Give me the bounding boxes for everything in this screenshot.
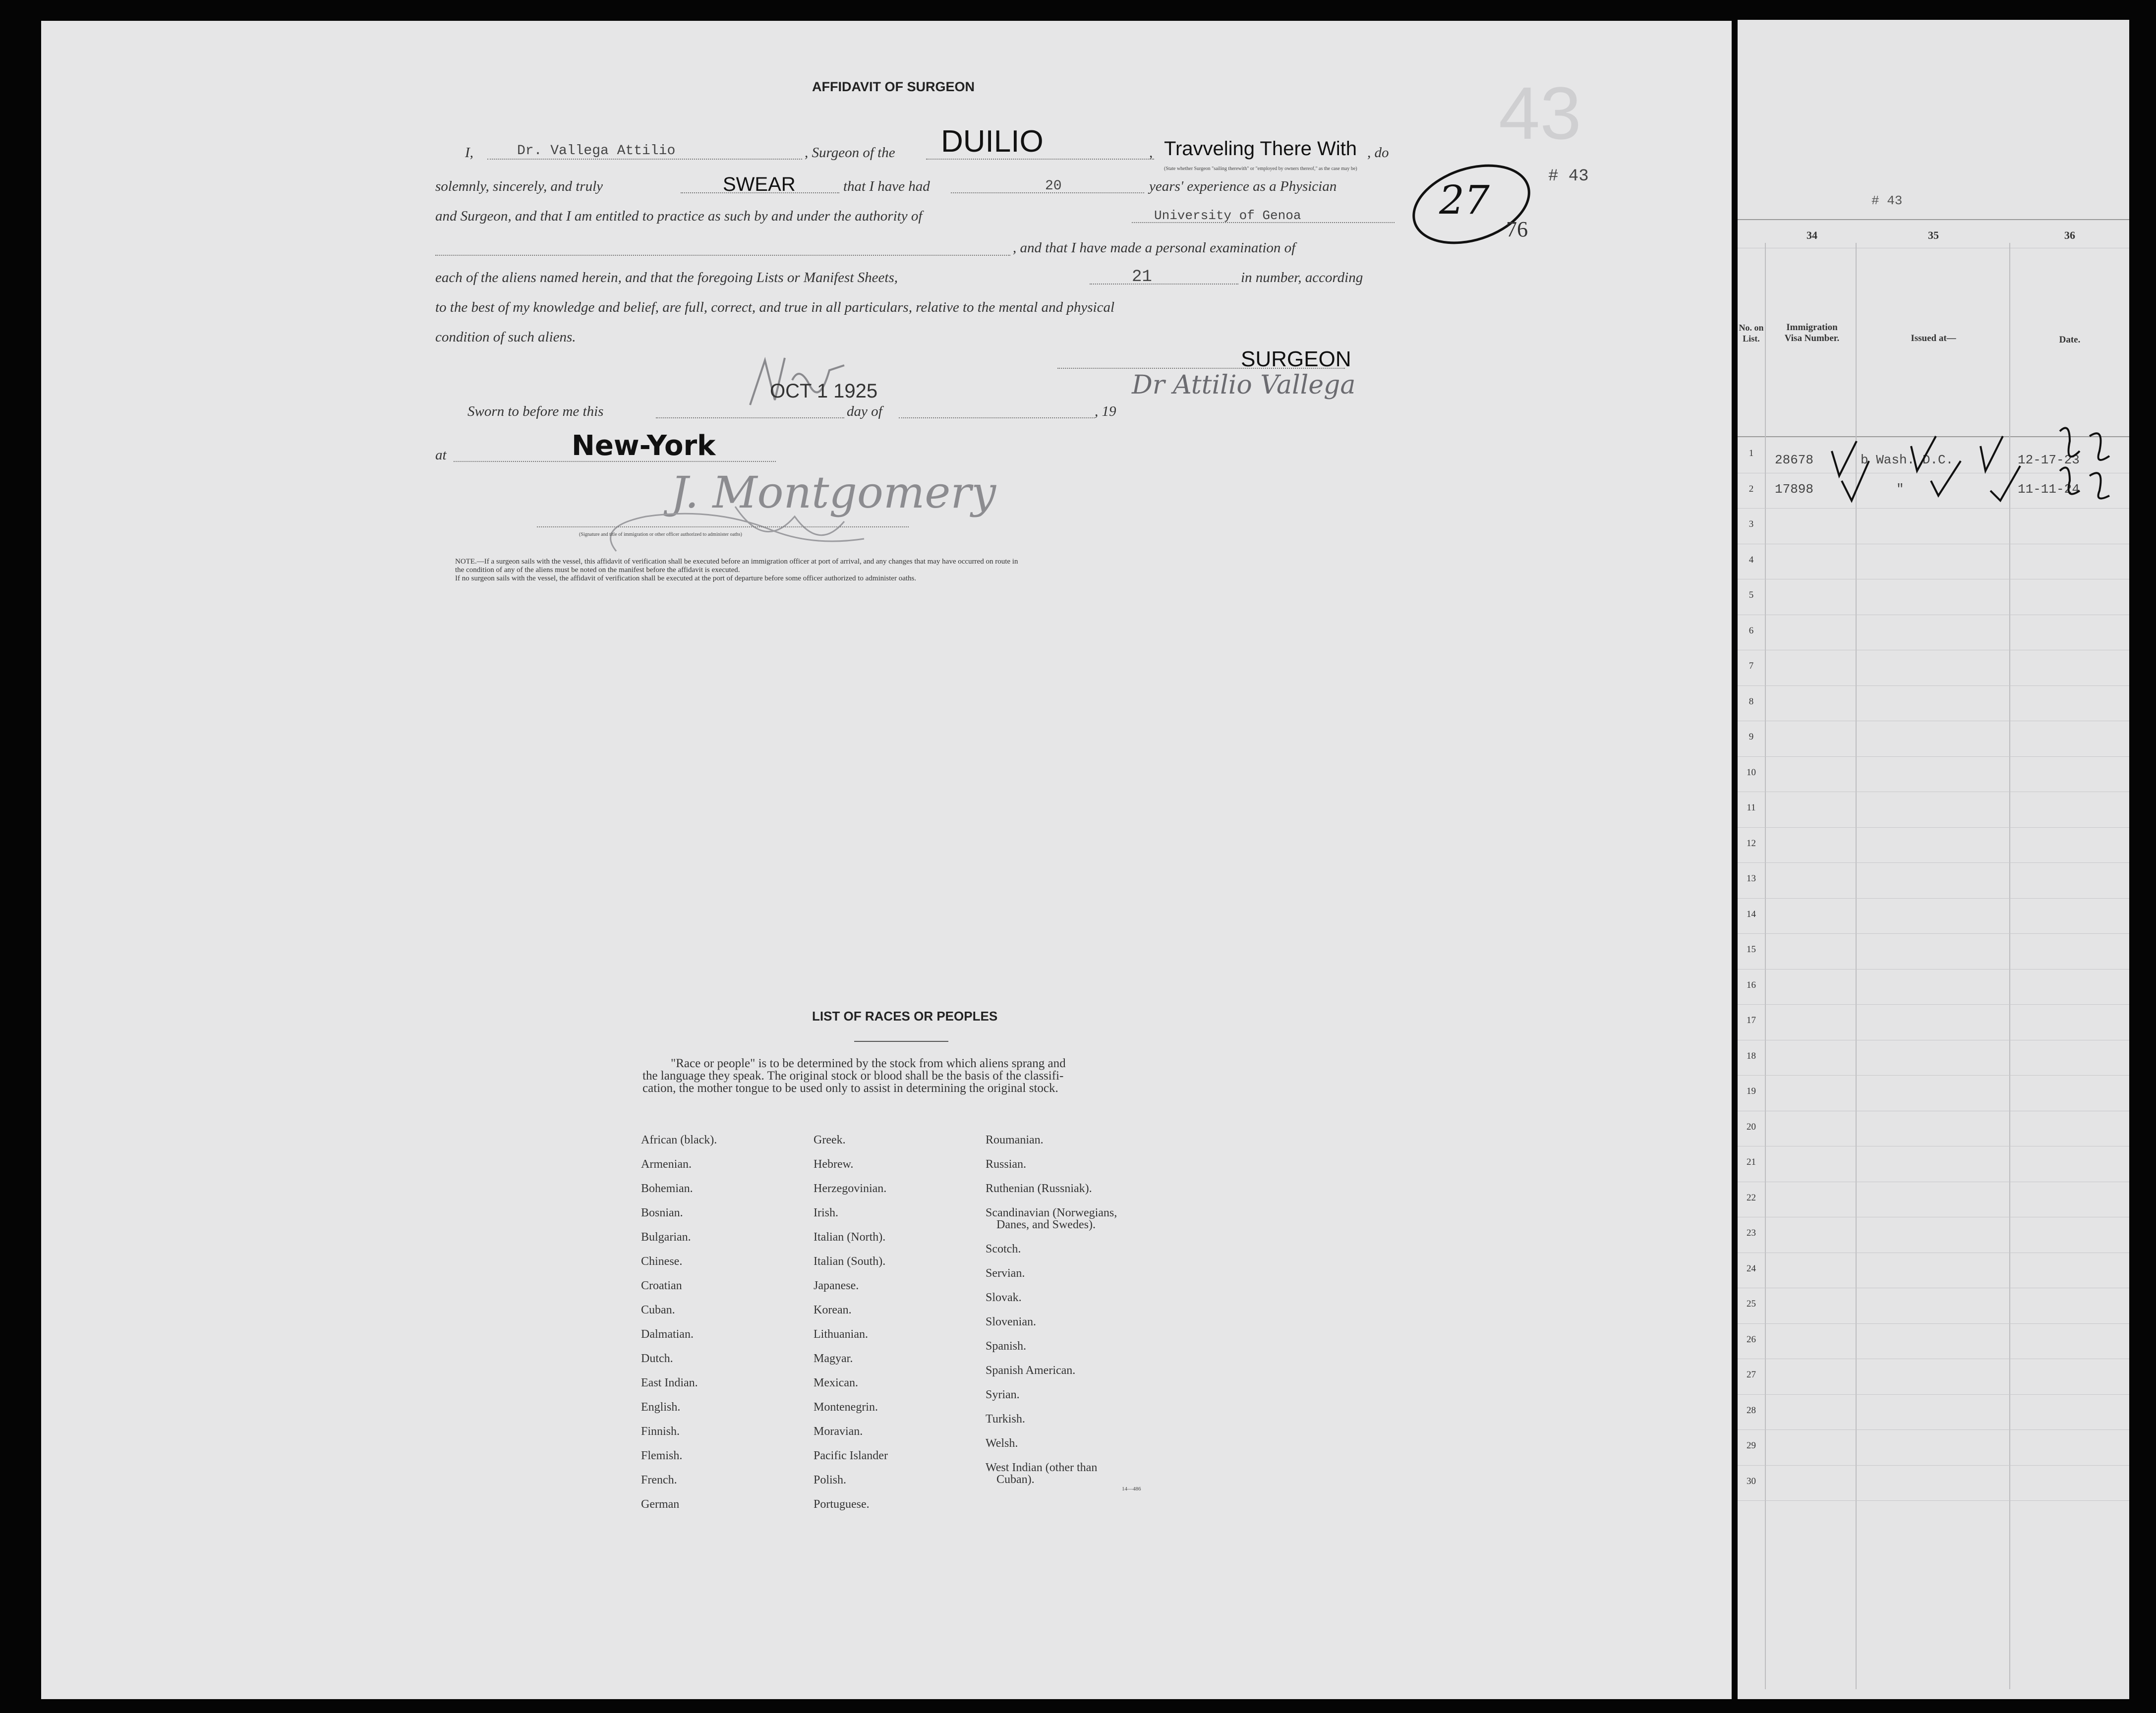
- race-item: English.: [641, 1401, 681, 1414]
- race-item: Turkish.: [986, 1413, 1025, 1426]
- race-item: Spanish.: [986, 1340, 1027, 1353]
- line6: to the best of my knowledge and belief, are full, correct, and true in all particulars, relative to the mental and physical: [435, 299, 1115, 315]
- col-number-34: 34: [1806, 229, 1817, 241]
- race-item: Italian (South).: [814, 1255, 886, 1268]
- row-number: 10: [1747, 767, 1756, 778]
- line2-middle: that I have had: [843, 178, 930, 194]
- header-issued-at: Issued at—: [1911, 333, 1956, 343]
- table-row-rule: [1738, 756, 2129, 757]
- line2-suffix: years' experience as a Physician: [1149, 178, 1337, 194]
- race-item: Cuban.: [641, 1304, 675, 1316]
- race-item: Chinese.: [641, 1255, 683, 1268]
- line1-surgeon-of: , Surgeon of the: [805, 145, 895, 161]
- race-item: Cuban).: [996, 1473, 1035, 1486]
- faint-number: 43: [1499, 71, 1581, 155]
- circled-number: 27: [1439, 177, 1490, 223]
- race-item: Slovenian.: [986, 1315, 1036, 1328]
- sworn-prefix: Sworn to before me this: [467, 403, 604, 419]
- authority: University of Genoa: [1154, 208, 1301, 223]
- issued-at-row-1: b Wash. D.C.: [1861, 453, 1954, 467]
- race-item: Italian (North).: [814, 1231, 886, 1244]
- line1-suffix: , do: [1367, 145, 1389, 161]
- races-intro-2: the language they speak. The original stock or blood shall be the basis of the classifi-: [642, 1069, 1064, 1083]
- row-number: 21: [1747, 1157, 1756, 1167]
- race-item: Pacific Islander: [814, 1449, 888, 1462]
- race-item: Spanish American.: [986, 1364, 1076, 1377]
- table-row-rule: [1738, 1394, 2129, 1395]
- surgeon-title-stamp: SURGEON: [1241, 347, 1351, 371]
- race-item: Irish.: [814, 1206, 838, 1219]
- date-row-1: 12-17-23: [2018, 453, 2080, 467]
- race-item: Welsh.: [986, 1437, 1018, 1450]
- row-number: 13: [1747, 873, 1756, 884]
- manifest-table-page: [1738, 20, 2129, 1699]
- row-number: 18: [1747, 1050, 1756, 1061]
- race-item: Hebrew.: [814, 1158, 854, 1171]
- race-item: Bulgarian.: [641, 1231, 691, 1244]
- race-item: French.: [641, 1474, 677, 1486]
- row-number: 27: [1747, 1370, 1756, 1380]
- table-row-rule: [1738, 1465, 2129, 1466]
- table-row-rule: [1738, 969, 2129, 970]
- races-col3: [986, 1134, 1117, 1485]
- year-prefix: , 19: [1095, 403, 1116, 419]
- affidavit-heading: AFFIDAVIT OF SURGEON: [812, 79, 975, 94]
- table-row-rule: [1738, 685, 2129, 686]
- race-item: Korean.: [814, 1304, 852, 1316]
- race-item: Ruthenian (Russniak).: [986, 1182, 1092, 1195]
- dotted-line: [1090, 284, 1238, 285]
- race-item: Portuguese.: [814, 1498, 870, 1511]
- dotted-line: [899, 417, 1095, 418]
- race-item: Bosnian.: [641, 1206, 683, 1219]
- line4: , and that I have made a personal examination of: [1013, 240, 1296, 256]
- row-number: 5: [1748, 590, 1754, 600]
- row-number: 2: [1748, 483, 1754, 494]
- table-row-rule: [1738, 1004, 2129, 1005]
- race-item: Finnish.: [641, 1425, 680, 1438]
- race-item: Herzegovinian.: [814, 1182, 887, 1195]
- oath-word: SWEAR: [723, 173, 796, 195]
- race-item: Armenian.: [641, 1158, 692, 1171]
- row-number: 8: [1748, 696, 1754, 707]
- table-row-rule: [1738, 862, 2129, 863]
- number-76: 76: [1506, 217, 1528, 241]
- header-visa-number: Immigration Visa Number.: [1784, 322, 1840, 343]
- race-item: Scotch.: [986, 1243, 1021, 1256]
- races-intro-1: "Race or people" is to be determined by the stock from which aliens sprang and: [671, 1057, 1066, 1070]
- race-item: Polish.: [814, 1474, 847, 1486]
- race-item: Magyar.: [814, 1352, 853, 1365]
- race-item: West Indian (other than: [986, 1461, 1098, 1474]
- years-experience: 20: [1045, 178, 1062, 194]
- race-item: Syrian.: [986, 1388, 1020, 1401]
- issued-at-row-2: ": [1896, 482, 1904, 497]
- row-number: 11: [1747, 802, 1756, 813]
- line5-suffix: in number, according: [1241, 270, 1363, 286]
- row-number: 29: [1747, 1440, 1756, 1451]
- race-item: Flemish.: [641, 1449, 683, 1462]
- race-item: Bohemian.: [641, 1182, 693, 1195]
- note-line1: NOTE.—If a surgeon sails with the vessel, this affidavit of verification shall be executed before an immigration officer at port of arrival, and any changes that may have occurred on route in: [455, 558, 1018, 566]
- races-intro-3: cation, the mother tongue to be used only to assist in determining the original stock.: [642, 1082, 1058, 1095]
- race-item: East Indian.: [641, 1376, 698, 1389]
- table-row-rule: [1738, 933, 2129, 934]
- row-number: 19: [1747, 1086, 1756, 1096]
- table-row-rule: [1738, 1323, 2129, 1324]
- dotted-line: [435, 255, 1010, 256]
- surgeon-status: Travveling There With: [1164, 138, 1357, 160]
- list-number-annotation: # 43: [1548, 167, 1589, 186]
- race-item: Moravian.: [814, 1425, 863, 1438]
- row-number: 7: [1748, 661, 1754, 671]
- dotted-line: [487, 159, 802, 160]
- table-row-rule: [1738, 1429, 2129, 1430]
- race-item: Slovak.: [986, 1291, 1022, 1304]
- row-number: 6: [1748, 625, 1754, 636]
- officer-caption: (Signature and title of immigration or other officer authorized to administer oaths): [579, 532, 742, 537]
- note-line2: the condition of any of the aliens must be noted on the manifest before the affidavit is executed.: [455, 566, 740, 574]
- vessel-name: DUILIO: [941, 124, 1044, 159]
- row-number: 16: [1747, 979, 1756, 990]
- col-number-35: 35: [1928, 229, 1939, 241]
- row-number: 25: [1747, 1299, 1756, 1309]
- date-row-2: 11-11-24: [2018, 482, 2080, 497]
- race-item: Servian.: [986, 1267, 1025, 1280]
- table-row-rule: [1738, 1500, 2129, 1501]
- row-number: 15: [1747, 944, 1756, 955]
- affidavit-page: [41, 21, 1732, 1699]
- divider: [854, 1041, 948, 1042]
- table-row-rule: [1738, 827, 2129, 828]
- race-item: Danes, and Swedes).: [996, 1218, 1096, 1231]
- sheets-count: 21: [1132, 268, 1152, 286]
- race-item: Dutch.: [641, 1352, 673, 1365]
- race-item: African (black).: [641, 1134, 717, 1146]
- checkmark-scribbles: [1812, 421, 2129, 506]
- row-number: 22: [1747, 1192, 1756, 1203]
- col-number-36: 36: [2064, 229, 2075, 241]
- row-number: 12: [1747, 838, 1756, 849]
- table-row-rule: [1738, 898, 2129, 899]
- column-divider: [1765, 243, 1766, 1689]
- dotted-line: [656, 417, 844, 418]
- officer-signature-flourish: [586, 497, 943, 561]
- row-number: 20: [1747, 1121, 1756, 1132]
- race-item: Mexican.: [814, 1376, 858, 1389]
- race-item: Croatian: [641, 1279, 682, 1292]
- status-note: (State whether Surgeon "sailing therewith" or "employed by owners thereof," as the case may be): [1164, 166, 1357, 171]
- table-list-number: # 43: [1871, 193, 1903, 208]
- note-line3: If no surgeon sails with the vessel, the affidavit of verification shall be executed at the port of departure before some officer authorized to administer oaths.: [455, 574, 917, 582]
- form-code: 14—486: [1122, 1486, 1141, 1492]
- races-heading: LIST OF RACES OR PEOPLES: [812, 1009, 998, 1024]
- row-number: 14: [1747, 909, 1756, 919]
- race-item: Scandinavian (Norwegians,: [986, 1206, 1117, 1219]
- place: New-York: [572, 430, 716, 462]
- officer-signature: J. Montgomery: [671, 467, 996, 518]
- header-no-on-list: No. on List.: [1739, 323, 1764, 343]
- line3-prefix: and Surgeon, and that I am entitled to practice as such by and under the authority of: [435, 208, 923, 224]
- row-number: 9: [1748, 732, 1754, 742]
- line1-prefix: I,: [465, 145, 473, 161]
- race-item: German: [641, 1498, 680, 1511]
- dotted-line: [537, 526, 909, 527]
- race-item: Montenegrin.: [814, 1401, 878, 1414]
- day-of: day of: [847, 403, 882, 419]
- race-item: Lithuanian.: [814, 1328, 868, 1341]
- comma: ,: [1149, 145, 1153, 161]
- table-rule: [1738, 219, 2129, 220]
- line7: condition of such aliens.: [435, 329, 576, 345]
- races-col2: [814, 1134, 888, 1522]
- visa-number-row-2: 17898: [1775, 482, 1814, 497]
- row-number: 1: [1748, 448, 1754, 458]
- race-item: Greek.: [814, 1134, 846, 1146]
- table-row-rule: [1738, 1075, 2129, 1076]
- race-item: Dalmatian.: [641, 1328, 694, 1341]
- row-number: 30: [1747, 1476, 1756, 1486]
- row-number: 17: [1747, 1015, 1756, 1026]
- races-col1: [641, 1134, 717, 1522]
- date-stamp: OCT 1 1925: [770, 380, 878, 402]
- race-item: Japanese.: [814, 1279, 859, 1292]
- surgeon-name: Dr. Vallega Attilio: [517, 143, 676, 159]
- header-date: Date.: [2059, 335, 2081, 345]
- visa-number-row-1: 28678: [1775, 453, 1814, 467]
- line5-prefix: each of the aliens named herein, and that the foregoing Lists or Manifest Sheets,: [435, 270, 898, 286]
- surgeon-signature: Dr Attilio Vallega: [1132, 370, 1356, 400]
- table-row-rule: [1738, 508, 2129, 509]
- row-number: 24: [1747, 1263, 1756, 1274]
- line2-prefix: solemnly, sincerely, and truly: [435, 178, 603, 194]
- row-number: 3: [1748, 519, 1754, 529]
- race-item: Russian.: [986, 1158, 1027, 1171]
- race-item: Roumanian.: [986, 1134, 1044, 1146]
- row-number: 23: [1747, 1228, 1756, 1238]
- row-number: 4: [1748, 554, 1754, 565]
- row-number: 26: [1747, 1334, 1756, 1345]
- at-prefix: at: [435, 447, 447, 463]
- row-number: 28: [1747, 1405, 1756, 1416]
